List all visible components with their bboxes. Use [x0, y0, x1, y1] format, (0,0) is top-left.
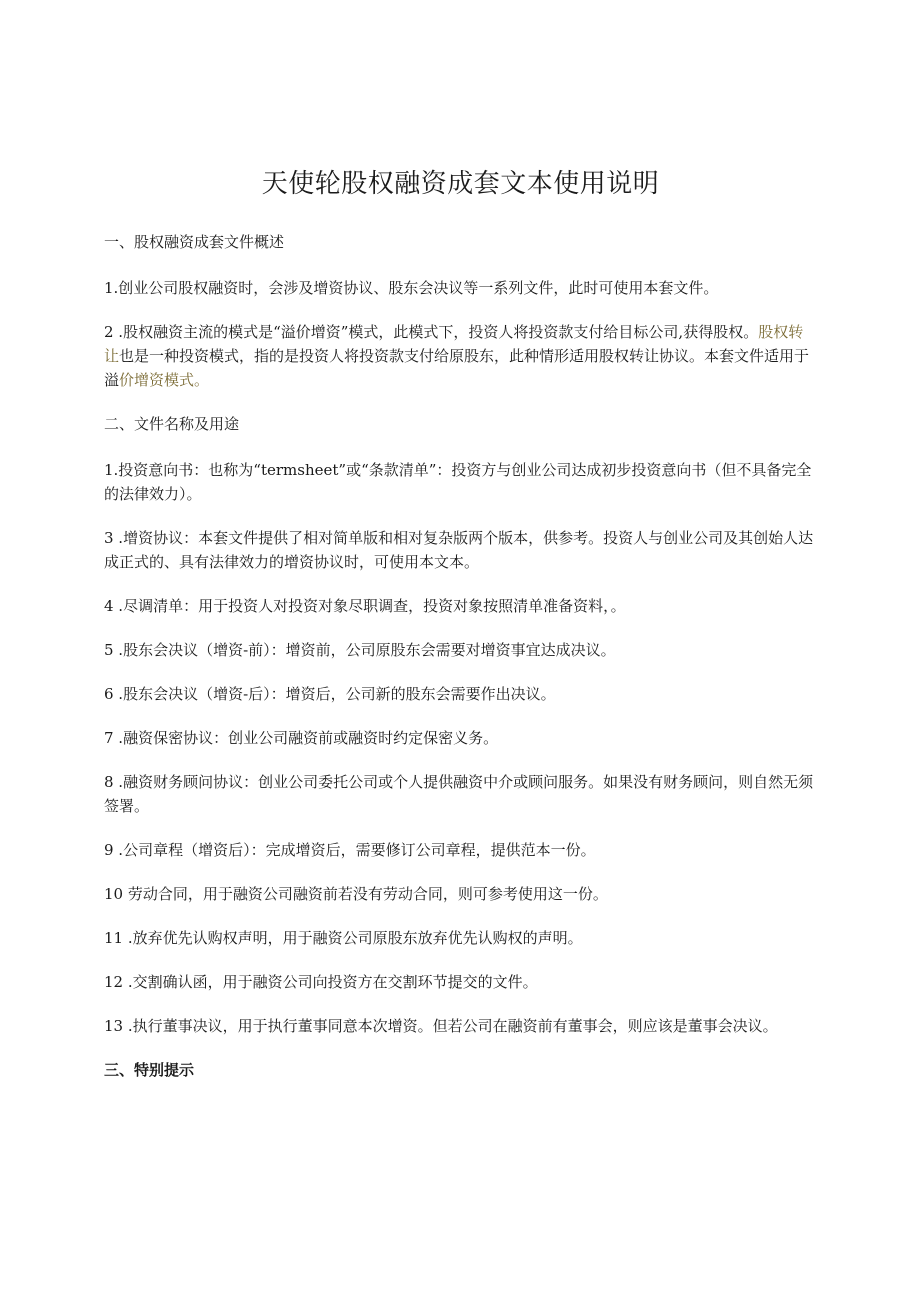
list-item: 9 .公司章程（增资后）：完成增资后，需要修订公司章程，提供范本一份。 — [104, 841, 596, 859]
section-1-paragraph-1: 1.创业公司股权融资时，会涉及增资协议、股东会决议等一系列文件，此时可使用本套文件。 — [104, 279, 719, 297]
document-title: 天使轮股权融资成套文本使用说明 — [261, 169, 660, 199]
list-item: 12 .交割确认函，用于融资公司向投资方在交割环节提交的文件。 — [104, 973, 538, 991]
equity-transfer-highlight: 股权转让 — [104, 323, 804, 365]
list-item: 10 劳动合同，用于融资公司融资前若没有劳动合同，则可参考使用这一份。 — [104, 885, 608, 903]
list-item: 1.投资意向书：也称为“termsheet”或“条款清单”：投资方与创业公司达成初步投资意向书（但不具备完全的法律效力）。 — [104, 461, 812, 503]
list-item: 8 .融资财务顾问协议：创业公司委托公司或个人提供融资中介或顾问服务。如果没有财务顾问，则自然无须签署。 — [104, 773, 814, 815]
list-item: 7 .融资保密协议：创业公司融资前或融资时约定保密义务。 — [104, 729, 499, 747]
p2-text-b: 也是一种投资模式，指的是投资人将投资款支付给原股东，此种情形适用股权转让协议。本套文件适用于溢 — [104, 347, 810, 389]
premium-capital-increase-highlight: 价增资模式 — [119, 371, 195, 389]
p2-text-a: 2 .股权融资主流的模式是“溢价增资”模式，此模式下，投资人将投资款支付给目标公司,获得股权。 — [104, 323, 759, 341]
section-2-heading: 二、文件名称及用途 — [104, 415, 240, 433]
list-item: 6 .股东会决议（增资-后）：增资后，公司新的股东会需要作出决议。 — [104, 685, 556, 703]
list-item: 13 .执行董事决议，用于执行董事同意本次增资。但若公司在融资前有董事会，则应该是董事会决议。 — [104, 1017, 778, 1035]
p2-text-c: 。 — [194, 371, 210, 389]
list-item: 3 .增资协议：本套文件提供了相对简单版和相对复杂版两个版本，供参考。投资人与创业公司及其创始人达成正式的、具有法律效力的增资协议时，可使用本文本。 — [104, 529, 814, 571]
list-item: 4 .尽调清单：用于投资人对投资对象尽职调查，投资对象按照清单准备资料，。 — [104, 597, 626, 615]
section-3-heading: 三、特别提示 — [104, 1061, 195, 1079]
section-1-heading: 一、股权融资成套文件概述 — [104, 233, 285, 251]
list-item: 5 .股东会决议（增资-前）：增资前，公司原股东会需要对增资事宜达成决议。 — [104, 641, 616, 659]
section-1-paragraph-2 — [104, 320, 817, 392]
list-item: 11 .放弃优先认购权声明，用于融资公司原股东放弃优先认购权的声明。 — [104, 929, 583, 947]
